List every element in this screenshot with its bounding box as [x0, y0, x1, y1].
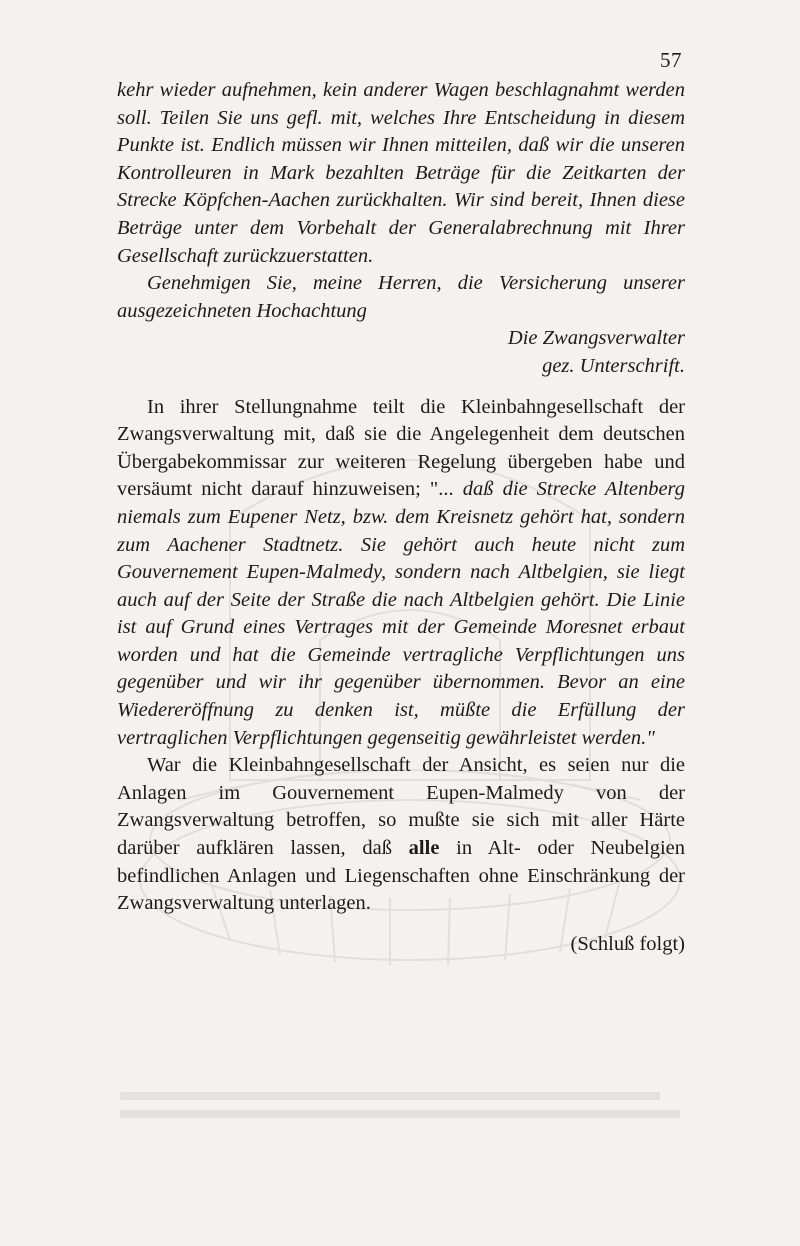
letter-closing: Genehmigen Sie, meine Herren, die Versicherung unserer ausgezeichneten Hochachtung — [117, 272, 685, 322]
paragraph-conclusion-a: War die Kleinbahngesellschaft der Ansicht, es seien nur die Anlagen im Gouvernement Eupen-Malmedy von der Zwangsverwaltung betroffen, so mußte sie sich mit aller Härte darüber aufklären lassen, daß — [117, 754, 685, 860]
page-number: 57 — [660, 48, 682, 72]
paragraph-conclusion — [117, 752, 685, 918]
continuation-note: (Schluß folgt) — [570, 932, 685, 955]
signature-title: Die Zwangsverwalter — [507, 327, 685, 350]
paragraph-statement-intro: In ihrer Stellungnahme teilt die Kleinbahngesellschaft der Zwangsverwaltung mit, daß sie die Angelegenheit dem deutschen Übergabekommissar zur weiteren Regelung übergeben habe und versäumt nicht darauf hinzuweisen; "... — [117, 395, 685, 501]
bleed-through-caption — [120, 1082, 680, 1152]
paragraph-statement — [117, 394, 685, 753]
paragraph-statement-quote: daß die Strecke Altenberg niemals zum Eupener Netz, bzw. dem Kreisnetz gehört hat, sondern zum Aachener Stadtnetz. Sie gehört auch heute nicht zum Gouvernement Eupen-Malmedy, sondern nach Altbelgien, sie liegt auch auf der Seite der Straße die nach Altbelgien gehört. Die Linie ist auf Grund eines Vertrages mit der Gemeinde Moresnet erbaut worden und hat die Gemeinde vertragliche Verpflichtungen uns gegenüber und wir ihr gegenüber übernommen. Bevor an eine Wiedereröffnung zu denken ist, müßte die Erfüllung der vertraglichen Verpflichtungen gegenseitig gewährleistet werden." — [117, 478, 686, 749]
paragraph-conclusion-b: in Alt- oder Neubelgien befindlichen Anlagen und Liegenschaften ohne Einschränkung der Zwangsverwaltung unterlagen. — [117, 837, 686, 915]
letter-continuation: kehr wieder aufnehmen, kein anderer Wagen beschlagnahmt werden soll. Teilen Sie uns gefl. mit, welches Ihre Entscheidung in diesem Punkte ist. Endlich müssen wir Ihnen mitteilen, daß wir die unseren Kontrolleuren in Mark bezahlten Beträge für die Zeitkarten der Strecke Köpfchen-Aachen zurückhalten. Wir sind bereit, Ihnen diese Beträge unter dem Vorbehalt der Generalabrechnung mit Ihrer Gesellschaft zurückzuerstatten. — [117, 79, 685, 267]
body-text — [117, 77, 685, 958]
signature-line: gez. Unterschrift. — [542, 354, 685, 377]
paragraph-conclusion-emphasis: alle — [408, 837, 440, 860]
